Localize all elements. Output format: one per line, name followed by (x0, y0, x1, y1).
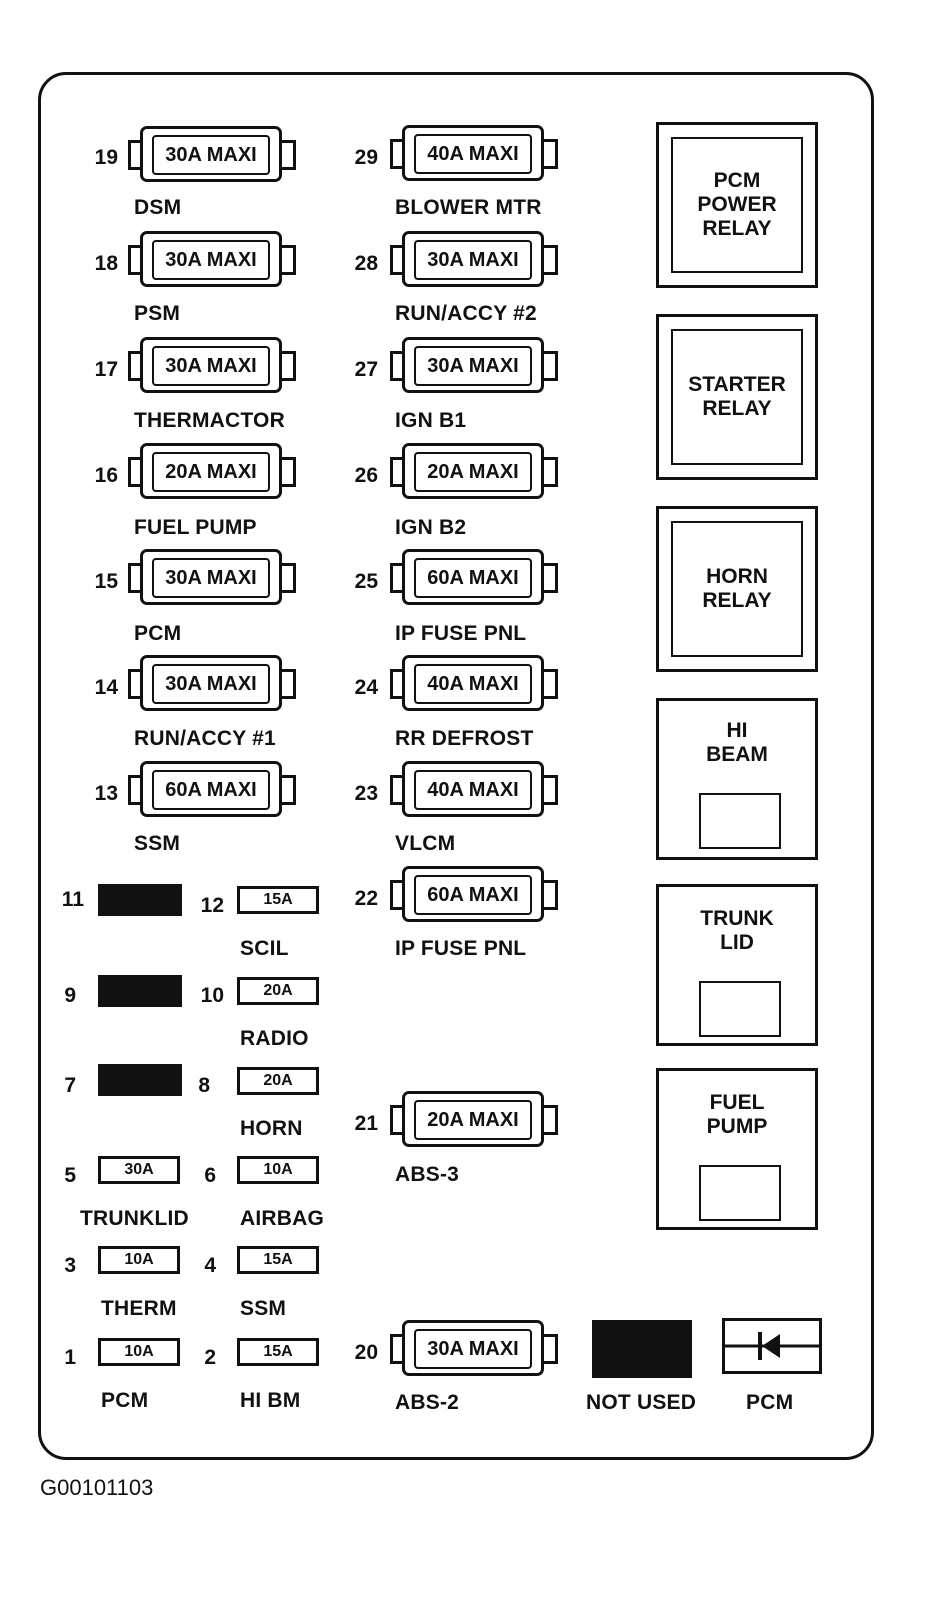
relay-label: RELAY (702, 397, 772, 420)
fuse-label: THERMACTOR (134, 409, 285, 432)
fuse-label: TRUNKLID (80, 1207, 189, 1230)
fuse-number: 14 (94, 676, 118, 699)
fuse-label: RUN/ACCY #1 (134, 727, 276, 750)
fuse-label: IGN B2 (395, 516, 467, 539)
mini-fuse-10: 20A (237, 977, 319, 1005)
fuse-number: 24 (354, 676, 378, 699)
fuse-label: ABS-3 (395, 1163, 460, 1186)
fuse-rating: 40A MAXI (414, 664, 532, 704)
fuse-number: 15 (94, 570, 118, 593)
fuse-rating: 30A MAXI (414, 346, 532, 386)
fuse-number: 9 (64, 984, 76, 1007)
mini-fuse-5: 30A (98, 1156, 180, 1184)
fuse-rating: 30A MAXI (414, 240, 532, 280)
fuse-rating: 20A MAXI (152, 452, 270, 492)
fuse-label: IP FUSE PNL (395, 937, 527, 960)
relay-label: RELAY (702, 589, 772, 612)
fuse-number: 25 (354, 570, 378, 593)
fuse-number: 27 (354, 358, 378, 381)
fuse-label: FUEL PUMP (134, 516, 257, 539)
fuse-label: IGN B1 (395, 409, 467, 432)
pcm-power-relay (656, 122, 818, 288)
mini-fuse-6: 10A (237, 1156, 319, 1184)
fuse-number: 17 (94, 358, 118, 381)
figure-code: G00101103 (40, 1475, 154, 1500)
not-used-label: NOT USED (586, 1391, 697, 1414)
relay-label: LID (720, 931, 754, 954)
relay-window (699, 1165, 781, 1221)
fuse-label: SCIL (240, 937, 289, 960)
fuse-number: 6 (204, 1164, 216, 1187)
fuse-number: 2 (204, 1346, 216, 1369)
fuse-number: 18 (94, 252, 118, 275)
fuse-number: 12 (200, 894, 224, 917)
fuse-rating: 20A MAXI (414, 1100, 532, 1140)
horn-relay (656, 506, 818, 672)
relay-label: BEAM (706, 743, 768, 766)
fuse-number: 13 (94, 782, 118, 805)
relay-window (699, 981, 781, 1037)
fuse-number: 7 (64, 1074, 76, 1097)
fuse-number: 23 (354, 782, 378, 805)
fuse-rating: 30A MAXI (152, 346, 270, 386)
mini-fuse-1: 10A (98, 1338, 180, 1366)
fuse-label: RUN/ACCY #2 (395, 302, 537, 325)
fuse-label: BLOWER MTR (395, 196, 542, 219)
not-used-slot (592, 1320, 692, 1378)
fuse-label: PCM (101, 1389, 149, 1412)
fuse-number: 21 (354, 1112, 378, 1135)
relay-label: POWER (697, 193, 777, 216)
fuse-number: 20 (354, 1341, 378, 1364)
fuel-pump-relay (656, 1068, 818, 1230)
fuse-number: 19 (94, 146, 118, 169)
fuse-rating: 30A MAXI (152, 240, 270, 280)
fuse-label: VLCM (395, 832, 456, 855)
fuse-label: DSM (134, 196, 182, 219)
relay-label: PUMP (706, 1115, 768, 1138)
fuse-label: IP FUSE PNL (395, 622, 527, 645)
relay-label: STARTER (688, 373, 786, 396)
fuse-label: AIRBAG (240, 1207, 325, 1230)
blank-fuse-slot-9 (98, 975, 182, 1007)
fuse-rating: 20A MAXI (414, 452, 532, 492)
diode-icon (722, 1318, 822, 1374)
fuse-rating: 60A MAXI (414, 875, 532, 915)
relay-label: HORN (706, 565, 768, 588)
fuse-number: 29 (354, 146, 378, 169)
fuse-label: PCM (134, 622, 182, 645)
diode-label: PCM (746, 1391, 794, 1414)
blank-fuse-slot-11 (98, 884, 182, 916)
fuse-rating: 40A MAXI (414, 770, 532, 810)
fuse-number: 1 (64, 1346, 76, 1369)
fuse-number: 28 (354, 252, 378, 275)
fuse-number: 5 (64, 1164, 76, 1187)
fuse-label: HORN (240, 1117, 303, 1140)
fuse-label: RR DEFROST (395, 727, 534, 750)
trunk-lid-relay (656, 884, 818, 1046)
fuse-label: SSM (134, 832, 181, 855)
blank-fuse-slot-7 (98, 1064, 182, 1096)
mini-fuse-4: 15A (237, 1246, 319, 1274)
fuse-label: ABS-2 (395, 1391, 460, 1414)
fuse-number: 26 (354, 464, 378, 487)
relay-label: HI (726, 719, 748, 742)
fuse-rating: 30A MAXI (152, 558, 270, 598)
fuse-label: THERM (101, 1297, 177, 1320)
mini-fuse-12: 15A (237, 886, 319, 914)
fuse-label: PSM (134, 302, 181, 325)
fuse-rating: 30A MAXI (414, 1329, 532, 1369)
fuse-rating: 30A MAXI (152, 135, 270, 175)
starter-relay (656, 314, 818, 480)
mini-fuse-3: 10A (98, 1246, 180, 1274)
relay-label: FUEL (709, 1091, 765, 1114)
fuse-label: RADIO (240, 1027, 309, 1050)
fuse-rating: 60A MAXI (152, 770, 270, 810)
fuse-rating: 30A MAXI (152, 664, 270, 704)
fuse-label: SSM (240, 1297, 287, 1320)
relay-label: TRUNK (700, 907, 774, 930)
fuse-rating: 40A MAXI (414, 134, 532, 174)
fuse-number: 8 (198, 1074, 210, 1097)
fuse-number: 22 (354, 887, 378, 910)
fuse-label: HI BM (240, 1389, 301, 1412)
fuse-number: 16 (94, 464, 118, 487)
mini-fuse-8: 20A (237, 1067, 319, 1095)
relay-label: RELAY (702, 217, 772, 240)
fuse-number: 10 (200, 984, 224, 1007)
fuse-rating: 60A MAXI (414, 558, 532, 598)
relay-label: PCM (713, 169, 761, 192)
fuse-number: 4 (204, 1254, 216, 1277)
mini-fuse-2: 15A (237, 1338, 319, 1366)
hi-beam-relay (656, 698, 818, 860)
relay-window (699, 793, 781, 849)
fuse-number: 3 (64, 1254, 76, 1277)
fuse-number: 11 (61, 888, 84, 911)
